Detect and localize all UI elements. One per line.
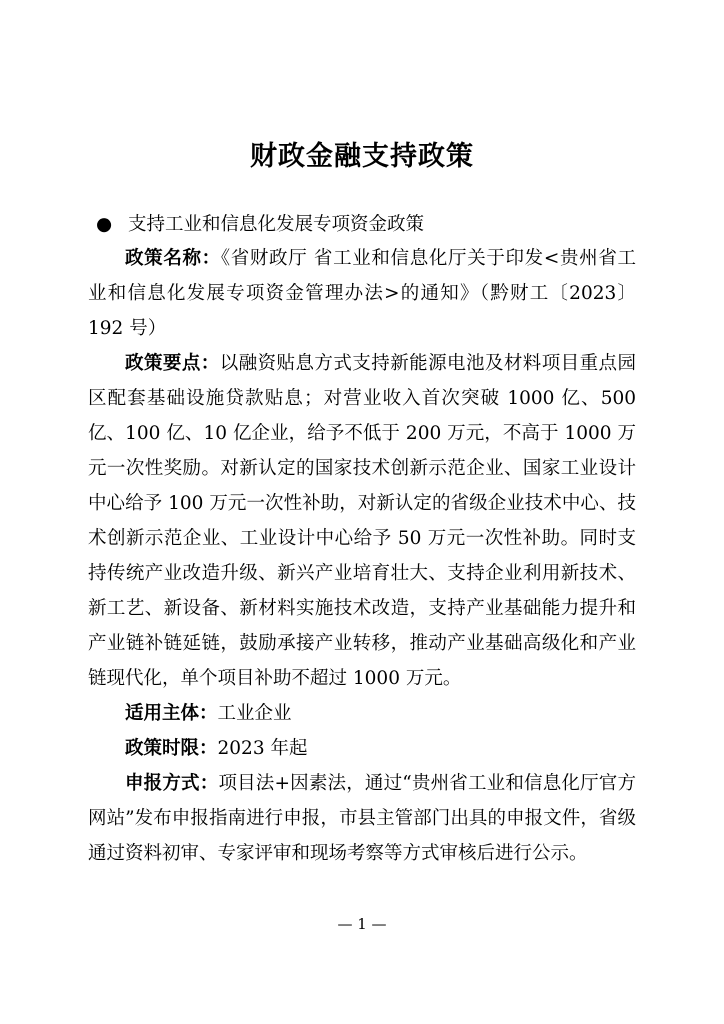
document-title: 财政金融支持政策 [250, 141, 474, 172]
policy-points-label: 政策要点： [125, 353, 220, 374]
page-number: — 1 — [337, 915, 387, 933]
paragraph-application-method [88, 766, 636, 871]
application-method-text: 项目法+因素法，通过“贵州省工业和信息化厅官方网站”发布申报指南进行申报，市县主管部门出具的申报文件，省级通过资料初审、专家评审和现场考察等方式审核后进行公示。 [88, 773, 636, 864]
document-body [88, 241, 636, 871]
bullet-icon: ● [96, 214, 113, 235]
section-heading-line [96, 210, 424, 236]
paragraph-policy-name [88, 241, 636, 346]
application-method-label: 申报方式： [125, 773, 219, 794]
paragraph-policy-points [88, 346, 636, 696]
paragraph-applicable-subject [88, 696, 636, 731]
policy-name-label: 政策名称： [125, 248, 221, 269]
section-heading: 支持工业和信息化发展专项资金政策 [128, 214, 425, 235]
applicable-subject-label: 适用主体： [125, 703, 218, 724]
paragraph-policy-period [88, 731, 636, 766]
policy-period-text: 2023 年起 [217, 738, 308, 759]
applicable-subject-text: 工业企业 [217, 703, 292, 724]
policy-name-text: 《省财政厅 省工业和信息化厅关于印发<贵州省工业和信息化发展专项资金管理办法>的通知》（黔财工〔2023〕192 号） [88, 248, 636, 339]
policy-period-label: 政策时限： [125, 738, 218, 759]
policy-points-text: 以融资贴息方式支持新能源电池及材料项目重点园区配套基础设施贷款贴息；对营业收入首次突破 1000 亿、500 亿、100 亿、10 亿企业，给予不低于 200 万元，不高于 1000 万元一次性奖励。对新认定的国家技术创新示范企业、国家工业设计中心给予 100 万元一次性补助，对新认定的省级企业技术中心、技术创新示范企业、工业设计中心给予 50 万元一次性补助。同时支持传统产业改造升级、新兴产业培育壮大、支持企业利用新技术、新工艺、新设备、新材料实施技术改造，支持产业基础能力提升和产业链补链延链，鼓励承接产业转移，推动产业基础高级化和产业链现代化，单个项目补助不超过 1000 万元。 [88, 353, 636, 689]
